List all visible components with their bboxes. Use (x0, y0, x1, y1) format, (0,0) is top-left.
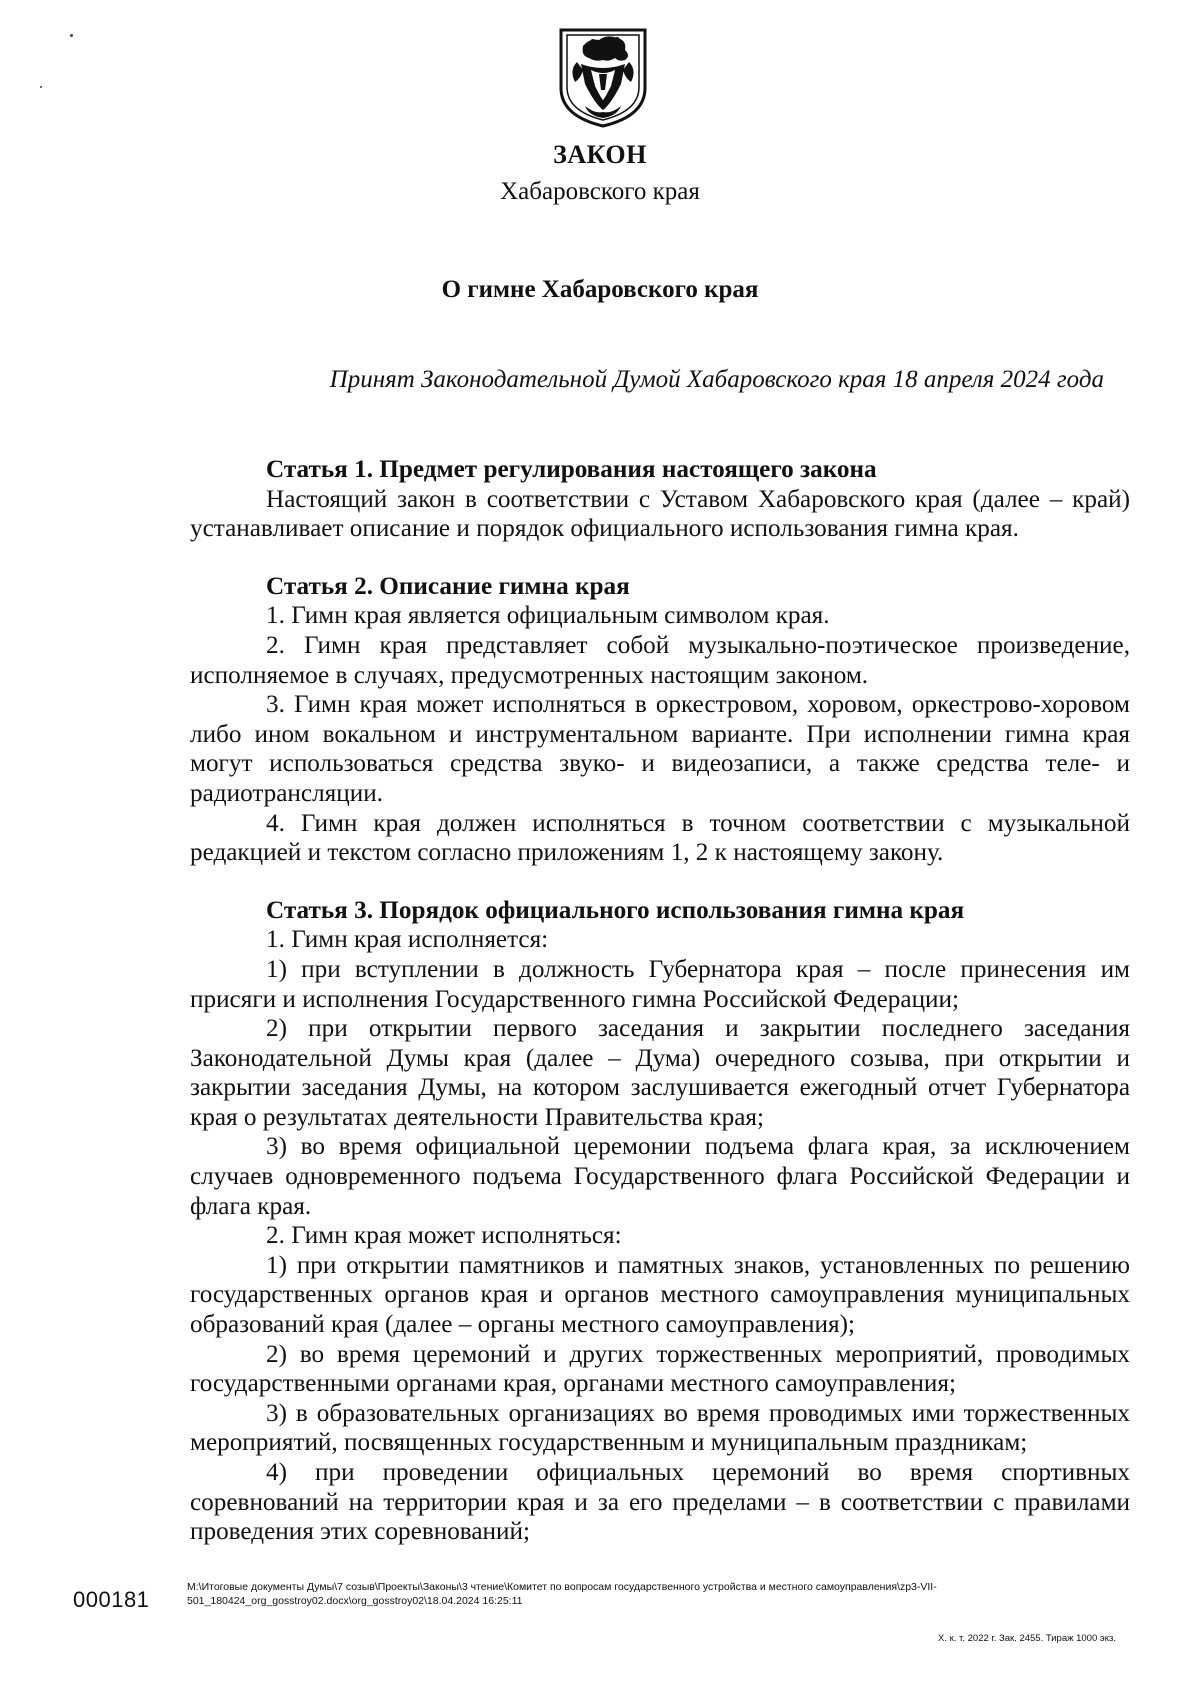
document-number: 000181 (73, 1587, 150, 1612)
article-heading: Статья 3. Порядок официального использования гимна края (266, 896, 965, 924)
article-paragraph: 4. Гимн края должен исполняться в точном соответствии с музыкальной редакцией и текстом согласно приложениям 1, 2 к настоящему закону. (190, 809, 1130, 867)
article-paragraph: 1. Гимн края исполняется: (266, 926, 549, 954)
article-paragraph: 1. Гимн края является официальным символом края. (266, 602, 830, 630)
article-paragraph: 3. Гимн края может исполняться в оркестровом, хоровом, оркестрово-хоровом либо ином вокальном и инструментальном варианте. При исполнении гимна края могут использоваться средства звуко- и видеозаписи, а также средства теле- и радиотрансляции. (190, 691, 1130, 807)
document-subtitle: Хабаровского края (500, 178, 700, 205)
article-1 (190, 455, 1130, 544)
print-info: Х. к. т. 2022 г. Зак. 2455. Тираж 1000 экз. (938, 1633, 1116, 1644)
article-2 (190, 572, 1130, 868)
article-paragraph: 3) в образовательных организациях во время проводимых ими торжественных мероприятий, посвященных государственным и муниципальным праздникам; (190, 1399, 1130, 1457)
coat-of-arms-icon (555, 26, 651, 128)
law-body (190, 455, 1130, 1547)
article-paragraph: 1) при открытии памятников и памятных знаков, установленных по решению государственных органов края и органов местного самоуправления муниципальных образований края (далее – органы местного самоуправления); (190, 1251, 1130, 1339)
scan-speck (40, 86, 42, 88)
article-paragraph: 2) при открытии первого заседания и закрытии последнего заседания Законодательной Думы края (далее – Дума) очередного созыва, при открытии и закрытии заседания Думы, на котором заслушивается ежегодный отчет Губернатора края о результатах деятельности Правительства края; (190, 1015, 1130, 1131)
article-paragraph: 2. Гимн края может исполняться: (266, 1222, 622, 1250)
adoption-note: Принят Законодательной Думой Хабаровского края 18 апреля 2024 года (329, 366, 1104, 393)
article-paragraph: 1) при вступлении в должность Губернатора края – после принесения им присяги и исполнения Государственного гимна Российской Федерации; (190, 955, 1130, 1013)
article-3 (190, 896, 1130, 1547)
document-title: ЗАКОН (553, 140, 647, 169)
scan-speck (70, 34, 73, 37)
article-paragraph: Настоящий закон в соответствии с Уставом Хабаровского края (далее – край) устанавливает описание и порядок официального использования гимна края. (190, 485, 1130, 543)
law-name: О гимне Хабаровского края (441, 276, 759, 303)
file-path-footer: M:\Итоговые документы Думы\7 созыв\Проекты\Законы\3 чтение\Комитет по вопросам государственного устройства и местного самоуправления\zp3-VII-501_180424_org_gosstroy02.docx\org_gosstroy02\18.04.2024 16:25:11 (187, 1581, 937, 1607)
article-paragraph: 2) во время церемоний и других торжественных мероприятий, проводимых государственными органами края, органами местного самоуправления; (190, 1340, 1130, 1398)
article-paragraph: 2. Гимн края представляет собой музыкально-поэтическое произведение, исполняемое в случаях, предусмотренных настоящим законом. (190, 631, 1130, 689)
article-paragraph: 3) во время официальной церемонии подъема флага края, за исключением случаев одновременного подъема Государственного флага Российской Федерации и флага края. (190, 1133, 1130, 1220)
article-heading: Статья 2. Описание гимна края (266, 572, 630, 600)
article-heading: Статья 1. Предмет регулирования настоящего закона (266, 456, 877, 483)
article-paragraph: 4) при проведении официальных церемоний во время спортивных соревнований на территории края и за его пределами – в соответствии с правилами проведения этих соревнований; (190, 1459, 1130, 1546)
